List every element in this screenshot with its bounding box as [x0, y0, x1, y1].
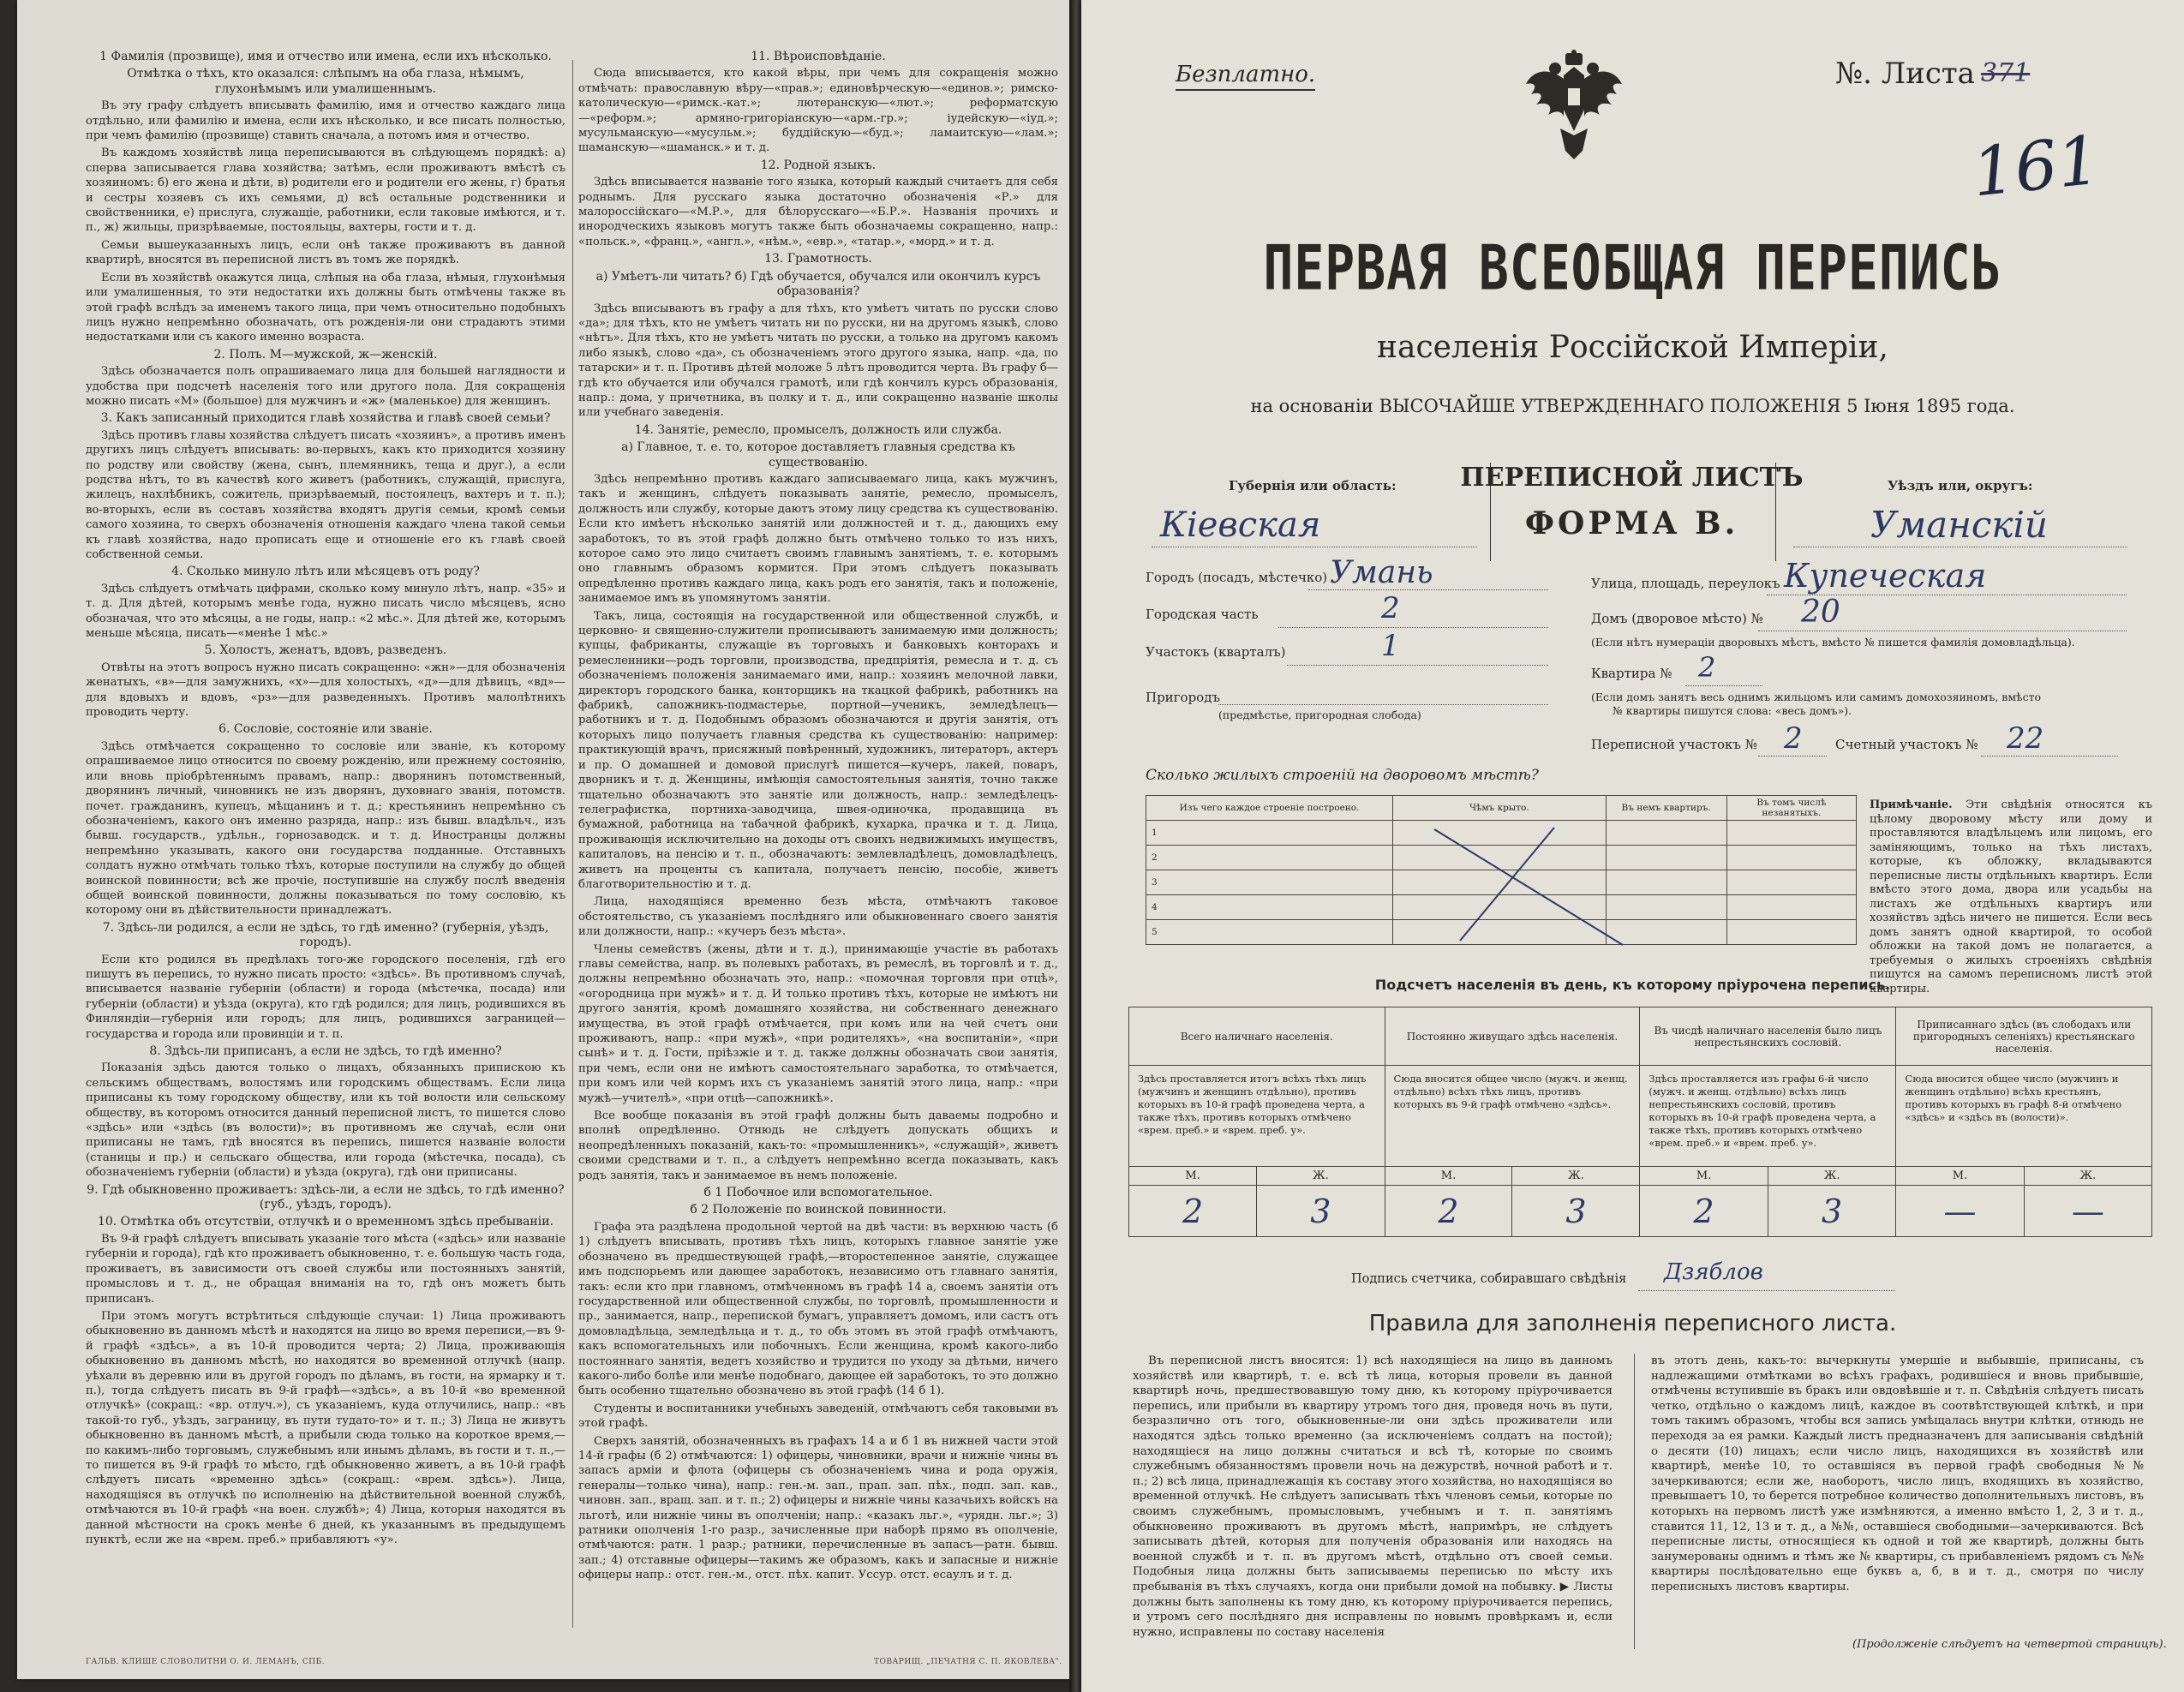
- instruction-paragraph: Въ 9-й графѣ слѣдуетъ вписывать указаніе того мѣста («здѣсь» или названіе губерніи и города), гдѣ кто проживаетъ обыкновенно, т. е. большую часть года, проживаетъ, въ зависимости отъ своей службы или постоянныхъ занятій, промысловъ и т. д., не обращая вниманія на то, гдѣ онъ можетъ быть приписанъ.: [86, 1232, 565, 1306]
- instruction-paragraph: Здѣсь отмѣчается сокращенно то сословіе или званіе, къ которому опрашиваемое лицо относится по своему рожденію, или прежнему состоянію, или вновь пріобрѣтеннымъ правамъ, напр.: дворянинъ потомственный, дворянинъ личный, чиновникъ не изъ дворянъ, духовнаго званія, потомств. почет. гражданинъ, купецъ, мѣщанинъ и т. д.; крестьянинъ непремѣнно съ обозначеніемъ, какого онъ именно разряда, напр.: изъ бывш. владѣльч., изъ бывш. государств., удѣльн., горнозаводск. и т. д. Иностранцы должны непремѣнно указывать, какого они государства подданные. Отставныхъ солдатъ нужно отмѣчать только тѣхъ, которые поступили на службу до общей воинской повинности; всѣ же прочіе, поступившіе на службу послѣ введенія общей воинской повинности, должны показываться по тому сословію, къ которому они въ дѣйствительности принадлежатъ.: [86, 739, 565, 918]
- population-sex-label: Ж.: [1512, 1167, 1640, 1186]
- apartment-label: Квартира №: [1591, 666, 1672, 681]
- form-title-1: ПЕРЕПИСНОЙ ЛИСТЪ: [1460, 463, 1804, 493]
- section-heading: 2. Полъ. М—мужской, ж—женскій.: [213, 347, 438, 362]
- population-value: 3: [1512, 1186, 1640, 1237]
- count-precinct-label: Счетный участокъ №: [1835, 737, 1978, 752]
- buildings-header: Въ немъ квартиръ.: [1606, 796, 1726, 821]
- section-heading: 1 Фамилія (прозвище), имя и отчество или имена, если ихъ нѣсколько.: [99, 50, 552, 63]
- population-value: 2: [1640, 1186, 1768, 1237]
- population-header: Приписаннаго здѣсь (въ слободахъ или пригородныхъ селеніяхъ) крестьянскаго населенія.: [1896, 1007, 2152, 1066]
- buildings-cell: 2: [1146, 846, 1393, 870]
- buildings-header: Въ томъ числѣ незанятыхъ.: [1726, 796, 1856, 821]
- double-headed-eagle-icon: [1523, 50, 1625, 161]
- section-heading: 3. Какъ записанный приходится главѣ хозяйства и главѣ своей семьи?: [100, 411, 551, 426]
- free-label: Безплатно.: [1176, 62, 1315, 91]
- buildings-cell: 5: [1146, 920, 1393, 945]
- form-title-2: ФОРМА В.: [1524, 505, 1739, 541]
- instruction-paragraph: Отвѣты на этотъ вопросъ нужно писать сокращенно: «жн»—для обозначенія женатыхъ, «в»—для замужнихъ, «х»—для холостыхъ, «д»—для дѣвицъ, «вд»—для вдовыхъ и вдовъ, «рз»—для разведенныхъ. Противъ малолѣтнихъ проводить черту.: [86, 661, 565, 720]
- buildings-cell: [1726, 870, 1856, 895]
- house-label: Домъ (дворовое мѣсто) №: [1591, 611, 1763, 626]
- population-description: Сюда вносится общее число (мужчинъ и женщинъ отдѣльно) всѣхъ крестьянъ, противъ которыхъ въ графѣ 8-й отмѣчено «здѣсь» и «здѣсь въ (волости)».: [1896, 1066, 2152, 1167]
- street-label: Улица, площадь, переулокъ: [1591, 576, 1780, 591]
- population-value: 3: [1257, 1186, 1385, 1237]
- instruction-paragraph: Здѣсь противъ главы хозяйства слѣдуетъ писать «хозяинъ», а противъ именъ другихъ лицъ слѣдуетъ вписывать: во-первыхъ, какъ кто приходится хозяину по родству или свойству (жена, сынъ, племянникъ, теща и друг.), а если родства нѣтъ, то въ качествѣ кого живетъ (работникъ, служащій, прислуга, жилецъ, нахлѣбникъ, сожитель, призрѣваемый, постоялецъ, вахтеръ и т. п.); во-вторыхъ, если въ составъ хозяйства входятъ другія семьи, кромѣ семьи самого хозяина, то сверхъ обозначенія отношенія каждаго члена такой семьи къ главѣ хозяйства, надо прописать еще и отношеніе его къ главѣ своей собственной семьи.: [86, 428, 565, 561]
- instruction-paragraph: Если въ хозяйствѣ окажутся лица, слѣпыя на оба глаза, нѣмыя, глухонѣмыя или умалишенныя, то эти недостатки ихъ должны быть отмѣчены также въ этой графѣ вслѣдъ за именемъ такого лица, при чемъ относительно подобныхъ лицъ нужно непремѣнно обозначать, отъ рожденія-ли они страдаютъ этими недостатками или съ какого именно возраста.: [86, 271, 565, 344]
- instruction-paragraph: Лица, находящіяся временно безъ мѣста, отмѣчаютъ таковое обстоятельство, съ указаніемъ послѣдняго или обыкновеннаго своего занятія или должности, напр.: «кучеръ безъ мѣста».: [578, 895, 1058, 939]
- section-heading: Отмѣтка о тѣхъ, кто оказался: слѣпымъ на оба глаза, нѣмымъ, глухонѣмымъ или умалишеннымъ.: [127, 67, 524, 96]
- imprint-right: ТОВАРИЩ. „ПЕЧАТНЯ С. П. ЯКОВЛЕВА".: [874, 1658, 1062, 1666]
- buildings-header: Чѣмъ крыто.: [1393, 796, 1606, 821]
- instruction-paragraph: Все вообще показанія въ этой графѣ должны быть даваемы подробно и вполнѣ опредѣленно. Отнюдь не слѣдуетъ допускать общихъ и неопредѣленныхъ показаній, какъ-то: «промышленникъ», «служащій», живетъ своими средствами и т. п., а слѣдуетъ непремѣнно всегда показывать, какъ родъ занятія, такъ и занимаемое въ немъ положеніе.: [578, 1109, 1058, 1182]
- apartment-note-2: № квартиры пишутся слова: «весь домъ»).: [1613, 704, 1852, 717]
- population-heading: Подсчетъ населенія въ день, къ которому пріурочена перепись.: [1374, 977, 1891, 993]
- population-description: Здѣсь проставляется итогъ всѣхъ тѣхъ лицъ (мужчинъ и женщинъ отдѣльно), противъ которыхъ въ 10-й графѣ проведена черта, а также тѣхъ, противъ которыхъ отмѣчено «врем. преб.» и «врем. преб. у».: [1129, 1066, 1385, 1167]
- population-description: Сюда вносится общее число (мужч. и женщ. отдѣльно) всѣхъ тѣхъ лицъ, противъ которыхъ въ 9-й графѣ отмѣчено «здѣсь».: [1385, 1066, 1640, 1167]
- population-description: Здѣсь проставляется изъ графы 6-й число (мужч. и женщ. отдѣльно) всѣхъ лицъ непрестьянскихъ сословій, противъ которыхъ въ 10-й графѣ проведена черта, а также тѣхъ, противъ которыхъ отмѣчено «врем. преб.» и «врем. преб. у».: [1640, 1066, 1896, 1167]
- population-sex-label: М.: [1385, 1167, 1512, 1186]
- city-value: Умань: [1330, 555, 1433, 590]
- district-box: Уѣздъ или, округъ: Уманскій: [1775, 463, 2136, 561]
- buildings-question: Сколько жилыхъ строеній на дворовомъ мѣстѣ?: [1146, 767, 1539, 784]
- population-table: [1128, 1007, 2152, 1237]
- right-page: [1081, 0, 2184, 1692]
- instruction-paragraph: Здѣсь обозначается полъ опрашиваемаго лица для большей наглядности и удобства при подсчетѣ населенія того или другого пола. Для сокращенія можно писать «М» (большое) для мужчинъ и «ж» (маленькое) для женщинъ.: [86, 365, 565, 408]
- city-label: Городъ (посадъ, мѣстечко): [1146, 570, 1328, 585]
- house-value: 20: [1801, 595, 1840, 630]
- note-block: [1870, 798, 2152, 996]
- instruction-paragraph: Студенты и воспитанники учебныхъ заведеній, отмѣчаютъ себя таковыми въ этой графѣ.: [578, 1402, 1058, 1431]
- instruction-paragraph: Здѣсь вписывается названіе того языка, который каждый считаетъ для себя роднымъ. Для русскаго языка достаточно обозначенія «Р.» для малороссійскаго—«М.Р.», для бѣлорусскаго—«Б.Р.». Названія прочихъ и инородческихъ языковъ могутъ также быть обозначаемы сокращенно, напр.: «польск.», «франц.», «англ.», «нѣм.», «евр.», «татар.», «морд.» и т. д.: [578, 176, 1058, 248]
- note-text: Эти свѣдѣнія относятся къ цѣлому дворовому мѣсту или дому и проставляются владѣльцемъ или лицомъ, его заміняющимъ, только на тѣхъ листахъ, которые, къ обложку, вкладываются переписные листы отдѣльныхъ квартиръ. Если вмѣсто этого дома, двора или усадьбы на листахъ же отдѣльныхъ квартиръ или хозяйствъ здѣсь ничего не пишется. Если весь домъ занятъ одной квартирой, то особой обложки на такой домъ не полагается, а требуемыя о жилыхъ строеніяхъ свѣдѣнія пишутся на самомъ переписномъ листѣ этой квартиры.: [1870, 798, 2152, 995]
- province-box: Губернія или область: Кіевская: [1143, 463, 1491, 561]
- instruction-paragraph: Въ каждомъ хозяйствѣ лица переписываются въ слѣдующемъ порядкѣ: а) сперва записывается глава хозяйства; затѣмъ, если проживаютъ вмѣстѣ съ хозяиномъ: б) его жена и дѣти, в) родители его и родители его жены, г) братья и сестры хозяевъ съ ихъ семьями, д) всѣ остальные родственники и свойственники, е) прислуга, служащіе, работники, если таковые имѣются, и т. п., ж) жильцы, призрѣваемые, постояльцы, вахтеры, гости и т. д.: [86, 146, 565, 235]
- section-heading: а) Главное, т. е. то, которое доставляетъ главныя средства къ существованію.: [621, 440, 1015, 469]
- title-main: ПЕРВАЯ ВСЕОБЩАЯ ПЕРЕПИСЬ: [1263, 231, 2002, 304]
- city-part-value: 2: [1381, 591, 1400, 625]
- imprint-left: ГАЛЬВ. КЛИШЕ СЛОВОЛИТНИ О. И. ЛЕМАНЪ, СПБ.: [86, 1658, 326, 1666]
- population-sex-label: Ж.: [1257, 1167, 1385, 1186]
- population-sex-label: Ж.: [1768, 1167, 1896, 1186]
- census-precinct-value: 2: [1784, 721, 1803, 756]
- population-header: Въ чисдѣ наличнаго населенія было лицъ непрестьянскихъ сословій.: [1640, 1007, 1896, 1066]
- section-heading: 6. Сословіе, состояніе или званіе.: [218, 722, 433, 737]
- apartment-note-1: (Если домъ занятъ весь однимъ жильцомъ или самимъ домохозяиномъ, вмѣсто: [1591, 691, 2042, 703]
- rules-heading: Правила для заполненія переписного листа.: [1368, 1311, 1897, 1336]
- section-heading: 13. Грамотность.: [764, 252, 872, 266]
- instruction-paragraph: Показанія здѣсь даются только о лицахъ, обязанныхъ припискою къ сельскимъ обществамъ, волостямъ или городскимъ обществамъ. Если лица приписаны къ тому городскому обществу, или къ той волости или сельскому обществу, въ которомъ относится данный переписной листъ, то пишется слово «здѣсь» или «здѣсь (въ волости)»; въ противномъ же случаѣ, если они приписаны не тамъ, гдѣ вносятся въ перепись, пишется названіе волости (станицы и пр.) и сельскаго общества, или города (мѣстечка, посада), съ обозначеніемъ губерніи (области) и уѣзда (округа), гдѣ они приписаны.: [86, 1061, 565, 1180]
- signature-value: Дзяблов: [1664, 1259, 1763, 1285]
- section-heading: б 2 Положеніе по воинской повинности.: [690, 1203, 947, 1217]
- instruction-paragraph: При этомъ могутъ встрѣтиться слѣдующіе случаи: 1) Лица проживаютъ обыкновенно въ данномъ мѣстѣ и находятся на лицо во время переписи,—въ 9-й графѣ «здѣсь», а въ 10-й проводится черта; 2) Лица, проживающія обыкновенно въ данномъ мѣстѣ, но находятся во временной отлучкѣ (напр. уѣхали въ деревню или въ другой городъ по дѣламъ, въ гости, на ярмарку и т. п.), тогда слѣдуетъ писать въ 9-й графѣ—«здѣсь», а въ 10-й «во временной отлучкѣ» (сокращ.: «вр. отлуч.»), съ указаніемъ, куда отлучились, напр.: «въ такой-то губ., уѣздъ, заграницу, въ пути тудато-то» и т. п.; 3) Лица не живутъ обыкновенно въ данномъ мѣстѣ, а прибыли сюда только на короткое время,—по какимъ-либо торговымъ, служебнымъ или инымъ дѣламъ, въ гости и т. п.,—то пишется въ 9-й графѣ то мѣсто, гдѣ обыкновенно живетъ, а въ 10-й графѣ слѣдуетъ писать «временно здѣсь» (сокращ.: «врем. здѣсь»). Лица, находящіяся въ отлучкѣ по исполненію на дѣйствительной военной службѣ, отмѣчаются въ 10-й графѣ «на воен. службѣ»; 4) Лица, которыя находятся въ данной мѣстности на срокъ менѣе 6 дней, къ указаннымъ въ предыдущемъ пунктѣ, если же на «врем. преб.» прибавляютъ «у».: [86, 1309, 565, 1546]
- instruction-paragraph: Сверхъ занятій, обозначенныхъ въ графахъ 14 а и б 1 въ нижней части этой 14-й графы (б 2) отмѣчаются: 1) офицеры, чиновники, врачи и нижніе чины въ запасъ арміи и флота (офицеры съ обозначеніемъ чина и рода оружія, генералы—только чина), напр.: ген.-м. зап., прап. зап. пѣх., подп. зап. кав., чиновн. зап., вращ. зап. и т. п.; 2) офицеры и нижніе чины казачьихъ войскъ на льготѣ, или нижніе чины въ ополченіи; напр.: «казакъ льг.», «урядн. льг.»; 3) ратники ополченія 1-го разр., зачисленные при наборѣ прямо въ ополченіе, отмѣчаются: ратн. 1 разр.; ратники, перечисленные въ запасъ—ратн. бывш. зап.; 4) отставные офицеры—такимъ же образомъ, какъ и запасные и нижніе офицеры напр.: отст. ген.-м., отст. пѣх. капит. Уссур. отст. есаулъ и т. д.: [578, 1434, 1058, 1582]
- district-value: Уманскій: [1870, 504, 2048, 546]
- instruction-paragraph: Если кто родился въ предѣлахъ того-же городского поселенія, гдѣ его пишутъ въ перепись, то нужно писать просто: «здѣсь». Въ противномъ случаѣ, вписывается названіе губерніи (области) и города (мѣстечка, посада) или губерніи (области) и уѣзда (округа), кто гдѣ родился; для лицъ, родившихся въ Финляндіи—губернія или городъ; для лицъ, родившихся заграницей—государства и города или провинціи и т. п.: [86, 953, 565, 1041]
- population-value: 2: [1129, 1186, 1257, 1237]
- province-value: Кіевская: [1160, 505, 1321, 545]
- instruction-paragraph: Члены семействъ (жены, дѣти и т. д.), принимающіе участіе въ работахъ главы семейства, напр. въ полевыхъ работахъ, въ ремеслѣ, въ торговлѣ и т. д., должны непремѣнно обозначать это, напр.: «помочная торговля при отцѣ», «огородница при мужѣ» и т. д. И только противъ тѣхъ, которые не имѣютъ ни другого занятія, кромѣ домашняго хозяйства, ни собственнаго денежнаго имущества, въ этой графѣ отмѣчается, при комъ или на чей счетъ они проживаютъ, напр.: «при мужѣ», «при родителяхъ», «на воспитаніи», «при сынѣ» и т. д. Гости, пріѣзжіе и т. д. также должны обозначать свои занятія, при чемъ, если они не имѣютъ самостоятельнаго заработка, то отмѣчается, при комъ или чей кормъ ихъ съ указаніемъ занятій этого лица, напр.: «при мужѣ—учителѣ», «при отцѣ—сапожникѣ».: [578, 942, 1058, 1105]
- house-note: (Если нѣтъ нумераціи дворовыхъ мѣстъ, вмѣсто № пишется фамилія домовладѣльца).: [1591, 636, 2075, 649]
- instruction-paragraph: Сюда вписывается, кто какой вѣры, при чемъ для сокращенія можно отмѣчать: православную вѣру—«прав.»; единовѣрческую—«единов.»; римско-католическую—«римск.-кат.»; лютеранскую—«лют.»; реформатскую—«реформ.»; армяно-григоріанскую—«арм.-гр.»; іудейскую—«іуд.»; мусульманскую—«мусульм.»; буддійскую—«буд.»; ламаитскую—«лам.»; шаманскую—«шаманск.» и т. д.: [578, 67, 1058, 155]
- rules-left: Въ переписной листъ вносятся: 1) всѣ находящіеся на лицо въ данномъ хозяйствѣ или квартирѣ, т. е. всѣ тѣ лица, которыя провели въ данной квартирѣ ночь, предшествовавшую тому дню, къ которому пріурочивается перепись, или прибыли въ квартиру утромъ того дня, проведя ночь въ пути, безразлично отъ того, обыкновенные-ли они здѣсь проживатели или находятся здѣсь только временно (за исключеніемъ солдатъ на постой); находящіеся на лицо должны считаться и всѣ тѣ, которые по своимъ служебнымъ обязанностямъ провели ночь на дежурствѣ, ночной работѣ и т. п.; 2) всѣ лица, принадлежащія къ составу этого хозяйства, но находящіяся во временной отлучкѣ. Не слѣдуетъ записывать тѣхъ членовъ семьи, которые по своимъ служебнымъ, промысловымъ, учебнымъ и т. п. занятіямъ обыкновенно проживаютъ въ другомъ мѣстѣ, напримѣръ, не слѣдуетъ записывать дѣтей, которыя для полученія образованія или находясь на военной службѣ и т. п. въ другомъ мѣстѣ, отдѣльно отъ своей семьи. Подобныя лица должны быть записываемы переписью по мѣсту ихъ пребыванія въ тѣхъ случаяхъ, когда они прибыли домой на побывку. ▶ Листы должны быть заполнены къ тому дню, къ которому пріурочивается перепись, и утромъ сего послѣдняго дня исправлены по новымъ провѣркамъ и, если нужно, исправлены по составу населенія: [1133, 1354, 1613, 1639]
- rules-divider: [1634, 1354, 1635, 1649]
- buildings-header: Изъ чего каждое строеніе построено.: [1146, 796, 1393, 821]
- buildings-cell: [1726, 821, 1856, 846]
- population-header: Всего наличнаго населенія.: [1129, 1007, 1385, 1066]
- column-divider: [572, 60, 573, 1628]
- section-heading: 5. Холостъ, женатъ, вдовъ, разведенъ.: [204, 643, 447, 658]
- buildings-cell: [1726, 920, 1856, 945]
- instruction-paragraph: Здѣсь слѣдуетъ отмѣчать цифрами, сколько кому минуло лѣтъ, напр. «35» и т. д. Для дѣтей, которымъ менѣе года, нужно писать число мѣсяцевъ, ясно обозначая, что это мѣсяцы, а не годы, напр.: «2 мѣс.». Для дѣтей же, которымъ меньше мѣсяца, писать—«менѣе 1 мѣс.»: [86, 582, 565, 641]
- count-precinct-value: 22: [2007, 721, 2044, 756]
- suburb-note: (предмѣстье, пригородная слобода): [1218, 708, 1421, 721]
- sheet-number-label: №. Листа: [1835, 57, 1975, 91]
- instruction-paragraph: Здѣсь вписываютъ въ графу а для тѣхъ, кто умѣетъ читать по русски слово «да»; для тѣхъ, кто не умѣетъ читать ни по русски, ни на другомъ языкѣ, слово «нѣтъ». Для тѣхъ, кто не умѣетъ читать по русски, а только на другомъ какомъ либо языкѣ, слово «да», съ обозначеніемъ этого другого языка, напр. «да, по татарски» и т. п. Противъ дѣтей моложе 5 лѣтъ проводится черта. Въ графу б—гдѣ кто обучается или обучался грамотѣ, или гдѣ кончилъ курсъ образованія, напр.: дома, у причетника, въ полку и т. д., или сокращенно названіе школы или учебнаго заведенія.: [578, 302, 1058, 420]
- instructions-column-left: [86, 47, 565, 1632]
- suburb-label: Пригородъ: [1146, 690, 1220, 705]
- section-heading: а) Умѣетъ-ли читать? б) Гдѣ обучается, обучался или окончилъ курсъ образованія?: [595, 269, 1041, 299]
- population-value: —: [2024, 1186, 2151, 1237]
- section-heading: 11. Вѣроисповѣданіе.: [751, 50, 886, 63]
- continued-note: (Продолженіе слѣдуетъ на четвертой страницѣ).: [1852, 1638, 2167, 1651]
- instruction-paragraph: Въ эту графу слѣдуетъ вписывать фамилію, имя и отчество каждаго лица отдѣльно, или фамилію и имена, если ихъ нѣсколько, и все писать полностью, при чемъ фамилію (прозвище) ставить сначала, а потомъ имя и отчество.: [86, 99, 565, 143]
- section-heading: 12. Родной языкъ.: [760, 158, 877, 172]
- title-sub: населенія Россійской Имперіи,: [1377, 330, 1888, 365]
- buildings-cell: 1: [1146, 821, 1393, 846]
- precinct-label: Участокъ (кварталъ): [1146, 644, 1286, 660]
- instruction-paragraph: Графа эта раздѣлена продольной чертой на двѣ части: въ верхнюю часть (б 1) слѣдуетъ вписывать, противъ тѣхъ лицъ, которыхъ главное занятіе уже обозначено въ предшествующей графѣ,—второстепенное занятіе, служащее имъ подспорьемъ или дающее заработокъ, независимо отъ главнаго занятія, такъ: если кто при главномъ, отмѣченномъ въ графѣ 14 а, своемъ занятіи отъ государственной или общественной службы, по торговлѣ, промышленности и пр., занимается, напр., перепиской бумагъ, управляетъ домомъ, или састъ отъ домовладѣльца, земледѣльца и т. д., то объ этомъ въ этой графѣ отмѣчаютъ, какъ вспомогательныхъ или побочныхъ. Если женщина, кромѣ какого-либо постояннаго занятія, ведетъ хозяйство и трудится по уходу за дѣтьми, ничего какого-либо болѣе или менѣе подобнаго, дающее ей заработокъ, то это должно быть особенно тщательно обозначено въ этой графѣ (14 б 1).: [578, 1220, 1058, 1398]
- rules-right: въ этотъ день, какъ-то: вычеркнуты умершіе и выбывшіе, приписаны, съ надлежащими отмѣтками во всѣхъ графахъ, родившіеся и вновь прибывшіе, отмѣчены вступившіе въ бракъ или овдовѣвшіе и т. п. Свѣдѣнія слѣдуетъ писать четко, отдѣльно о каждомъ лицѣ, каждое въ соотвѣтствующей клѣткѣ, и при томъ такимъ образомъ, чтобы вся запись умѣщалась внутри клѣтки, отнюдь не переходя за ея рамки. Каждый листъ предназначенъ для записыванія свѣдѣній о десяти (10) лицахъ; если число лицъ, находящихся въ хозяйствѣ или квартирѣ, менѣе 10, то оставшіяся въ первой графѣ свободныя №№ зачеркиваются; если же, наоборотъ, число лицъ, входящихъ въ хозяйство, превышаетъ 10, то берется потребное количество дополнительныхъ листовъ, въ которыхъ на первомъ листѣ уже измѣняются, а именно вмѣсто 1, 2, 3 и т. д., ставится 11, 12, 13 и т. д., а №№, оставшіеся свободными—зачеркиваются. Всѣ переписные листы, относящіеся къ одной и той же квартирѣ, должны быть занумерованы однимъ и тѣмъ же № квартиры, съ прибавленіемъ рядомъ съ №№ квартиры послѣдовательно еще буквъ а, б, в и т. д., смотря по числу переписныхъ листовъ квартиры.: [1651, 1354, 2144, 1593]
- population-sex-label: М.: [1640, 1167, 1768, 1186]
- instruction-paragraph: Семьи вышеуказанныхъ лицъ, если онѣ также проживаютъ въ данной квартирѣ, вносятся въ переписной листъ въ томъ же порядкѣ.: [86, 238, 565, 267]
- section-heading: 14. Занятіе, ремесло, промыселъ, должность или служба.: [634, 422, 1002, 437]
- buildings-cell: 3: [1146, 870, 1393, 895]
- population-sex-label: М.: [1896, 1167, 2024, 1186]
- section-heading: 4. Сколько минуло лѣтъ или мѣсяцевъ отъ роду?: [171, 565, 480, 579]
- instruction-paragraph: Здѣсь непремѣнно противъ каждаго записываемаго лица, какъ мужчинъ, такъ и женщинъ, слѣдуетъ показывать занятіе, ремесло, промыселъ, должность или службу, которые даютъ этому лицу средства къ существованію. Если кто имѣетъ нѣсколько занятій или должностей и т. д., дающихъ ему заработокъ, то въ этой графѣ должно быть отмѣчено только то изъ нихъ, которое само это лицо считаетъ своимъ главнымъ занятіемъ, т. е. которымъ оно главнымъ образомъ кормится. При этомъ слѣдуетъ показывать опредѣленно противъ каждаго лица, какъ родъ его занятія, такъ и положеніе, занимаемое имъ въ упомянутомъ занятіи.: [578, 472, 1058, 606]
- section-heading: 8. Здѣсь-ли приписанъ, а если не здѣсь, то гдѣ именно?: [149, 1044, 502, 1058]
- census-precinct-label: Переписной участокъ №: [1591, 737, 1757, 752]
- sheet-number-struck: 371: [1981, 58, 2031, 88]
- population-sex-label: Ж.: [2024, 1167, 2151, 1186]
- buildings-cell: 4: [1146, 895, 1393, 920]
- instructions-column-right: [578, 47, 1058, 1632]
- apartment-value: 2: [1698, 651, 1716, 684]
- population-value: —: [1896, 1186, 2024, 1237]
- buildings-cell: [1726, 846, 1856, 870]
- city-part-label: Городская часть: [1146, 607, 1259, 622]
- population-value: 2: [1385, 1186, 1512, 1237]
- signature-label: Подпись счетчика, собиравшаго свѣдѣнія: [1351, 1272, 1627, 1286]
- instruction-paragraph: Такъ, лица, состоящія на государственной или общественной службѣ, и церковно- и священно-служители прописываютъ занимаемую ими должность; купцы, фабриканты, служащіе въ торговыхъ и банковыхъ конторахъ и ремесленники—родъ торговли, производства, предпріятія, ремесла и т. д. съ обозначеніемъ положенія занимаемаго ими, напр.: хозяинъ мелочной лавки, директоръ городского банка, конторщикъ на ткацкой фабрикѣ, работникъ на фабрикѣ, сапожникъ-подмастерье, портной—ученикъ, земледѣлецъ—работникъ и т. д. Подобнымъ образомъ обозначаются и другія занятія, отъ которыхъ лицо получаетъ главныя средства къ существованію: например: практикующій врачъ, присяжный повѣренный, художникъ, литераторъ, актеръ и пр. О домашней и домовой прислугѣ пишется—кучеръ, лакей, поваръ, дворникъ и т. д. Женщины, имѣющія самостоятельныя занятія, точно также тщательно обозначаютъ это занятіе или должность, напр.: земледѣлецъ-телеграфистка, портниха-заводчица, швея-одиночка, продавщица въ бумажной, работница на табачной фабрикѣ, кухарка, прачка и т. д. Лица, проживающія исключительно на доходы отъ своихъ недвижимыхъ имуществъ, капиталовъ, на пенсію и т. п., обозначаютъ: землевладѣлецъ, домовладѣлецъ, живетъ на проценты съ капитала, получаетъ пенсію, пособіе, живетъ благотворительностію и т. д.: [578, 609, 1058, 891]
- buildings-crossed-out: [1426, 821, 1631, 949]
- section-heading: 9. Гдѣ обыкновенно проживаетъ: здѣсь-ли, а если не здѣсь, то гдѣ именно? (губ., уѣздъ, городъ).: [87, 1182, 565, 1212]
- section-heading: 10. Отмѣтка объ отсутствіи, отлучкѣ и о временномъ здѣсь пребываніи.: [97, 1215, 554, 1229]
- left-page: [17, 0, 1071, 1679]
- title-basis: на основаніи ВЫСОЧАЙШЕ УТВЕРЖДЕННАГО ПОЛОЖЕНІЯ 5 Іюня 1895 года.: [1250, 396, 2015, 416]
- precinct-value: 1: [1381, 629, 1400, 663]
- population-header: Постоянно живущаго здѣсь населенія.: [1385, 1007, 1640, 1066]
- buildings-cell: [1726, 895, 1856, 920]
- section-heading: б 1 Побочное или вспомогательное.: [703, 1186, 933, 1200]
- street-value: Купеческая: [1784, 557, 1987, 595]
- sheet-number-handwritten: 161: [1968, 122, 2104, 212]
- population-value: 3: [1768, 1186, 1896, 1237]
- note-heading: Примѣчаніе.: [1870, 798, 1953, 811]
- population-sex-label: М.: [1129, 1167, 1257, 1186]
- section-heading: 7. Здѣсь-ли родился, а если не здѣсь, то гдѣ именно? (губернія, уѣздъ, городъ).: [102, 920, 549, 950]
